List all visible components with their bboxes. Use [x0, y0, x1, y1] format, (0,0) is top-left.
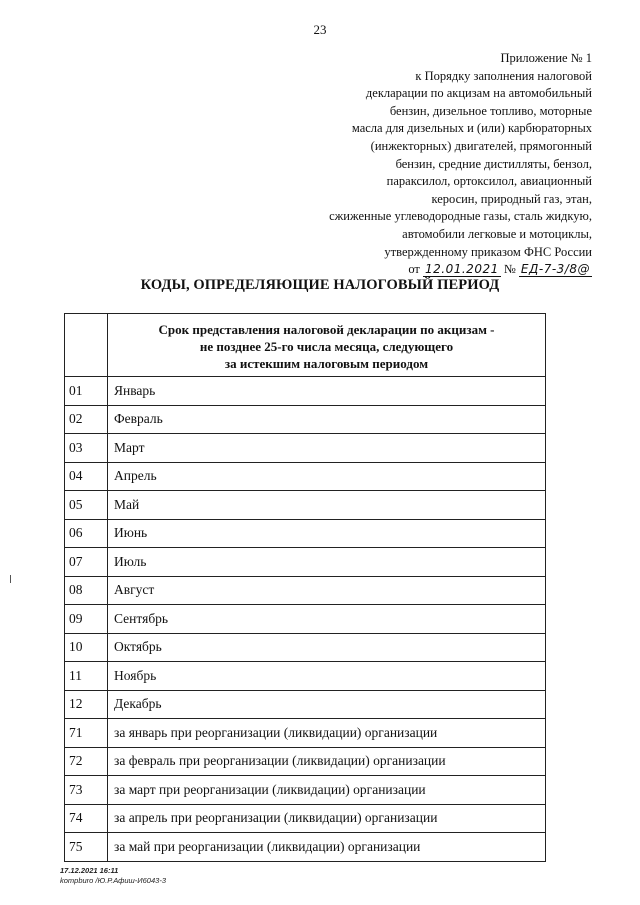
stamp-source: kompburo /Ю.Р.Афиш-И6043-3 — [60, 876, 166, 885]
order-date-handwritten: 12.01.2021 — [425, 262, 499, 277]
period-label: за март при реорганизации (ликвидации) организации — [108, 776, 546, 805]
period-code: 10 — [65, 633, 108, 662]
appendix-line: сжиженные углеводородные газы, сталь жидкую, — [329, 209, 592, 224]
order-number-handwritten: ЕД-7-3/8@ — [520, 262, 590, 277]
table-row — [65, 405, 546, 434]
table-row — [65, 833, 546, 862]
table-row — [65, 462, 546, 491]
table-header-row — [65, 314, 546, 377]
period-code: 75 — [65, 833, 108, 862]
period-code: 11 — [65, 662, 108, 691]
period-label: Март — [108, 434, 546, 463]
period-label: Декабрь — [108, 690, 546, 719]
table-row — [65, 804, 546, 833]
table-row — [65, 719, 546, 748]
stamp-timestamp: 17.12.2021 16:11 — [60, 866, 119, 875]
document-title: КОДЫ, ОПРЕДЕЛЯЮЩИЕ НАЛОГОВЫЙ ПЕРИОД — [140, 277, 500, 293]
period-label: Октябрь — [108, 633, 546, 662]
appendix-line: к Порядку заполнения налоговой — [415, 68, 592, 83]
table-row — [65, 548, 546, 577]
table-row — [65, 576, 546, 605]
appendix-line: бензин, средние дистилляты, бензол, — [395, 156, 592, 171]
period-label: Февраль — [108, 405, 546, 434]
table-row — [65, 776, 546, 805]
period-label: за апрель при реорганизации (ликвидации) организации — [108, 804, 546, 833]
page-number: 23 — [313, 22, 327, 37]
period-code: 12 — [65, 690, 108, 719]
table-row — [65, 605, 546, 634]
period-code: 03 — [65, 434, 108, 463]
appendix-line: керосин, природный газ, этан, — [431, 191, 592, 206]
header-line: за истекшим налоговым периодом — [224, 355, 429, 371]
appendix-line: масла для дизельных и (или) карбюраторных — [351, 121, 592, 136]
period-code: 05 — [65, 491, 108, 520]
date-prefix: от — [408, 262, 420, 277]
period-label: за январь при реорганизации (ликвидации) организации — [108, 719, 546, 748]
header-code-cell — [65, 314, 108, 377]
period-code: 04 — [65, 462, 108, 491]
period-label: за май при реорганизации (ликвидации) организации — [108, 833, 546, 862]
period-code: 73 — [65, 776, 108, 805]
table-row — [65, 491, 546, 520]
appendix-line: Приложение № 1 — [500, 51, 592, 65]
period-label: за февраль при реорганизации (ликвидации) организации — [108, 747, 546, 776]
header-line: не позднее 25-го числа месяца, следующего — [199, 338, 454, 354]
appendix-line: утвержденному приказом ФНС России — [384, 244, 592, 259]
period-label: Апрель — [108, 462, 546, 491]
period-label: Январь — [108, 377, 546, 406]
period-code: 06 — [65, 519, 108, 548]
period-codes-table — [64, 313, 546, 862]
scan-mark — [10, 575, 11, 583]
table-row — [65, 747, 546, 776]
period-code: 09 — [65, 605, 108, 634]
print-stamp — [60, 866, 166, 886]
appendix-line: автомобили легковые и мотоциклы, — [402, 226, 592, 241]
appendix-line: декларации по акцизам на автомобильный — [365, 86, 592, 101]
period-code: 74 — [65, 804, 108, 833]
appendix-line: (инжекторных) двигателей, прямогонный — [370, 138, 592, 153]
table-row — [65, 690, 546, 719]
period-label: Август — [108, 576, 546, 605]
table-row — [65, 633, 546, 662]
period-code: 07 — [65, 548, 108, 577]
appendix-block — [232, 50, 592, 279]
header-line: Срок представления налоговой декларации по акцизам - — [158, 321, 495, 337]
number-prefix: № — [503, 262, 516, 277]
period-code: 02 — [65, 405, 108, 434]
header-deadline-cell — [108, 314, 546, 377]
table-row — [65, 434, 546, 463]
appendix-line: параксилол, ортоксилол, авиационный — [386, 174, 592, 189]
period-label: Ноябрь — [108, 662, 546, 691]
appendix-line: бензин, дизельное топливо, моторные — [389, 103, 592, 118]
period-code: 08 — [65, 576, 108, 605]
table-row — [65, 377, 546, 406]
table-row — [65, 519, 546, 548]
table-row — [65, 662, 546, 691]
period-code: 01 — [65, 377, 108, 406]
period-label: Июль — [108, 548, 546, 577]
period-label: Июнь — [108, 519, 546, 548]
period-label: Май — [108, 491, 546, 520]
period-label: Сентябрь — [108, 605, 546, 634]
period-code: 71 — [65, 719, 108, 748]
period-code: 72 — [65, 747, 108, 776]
